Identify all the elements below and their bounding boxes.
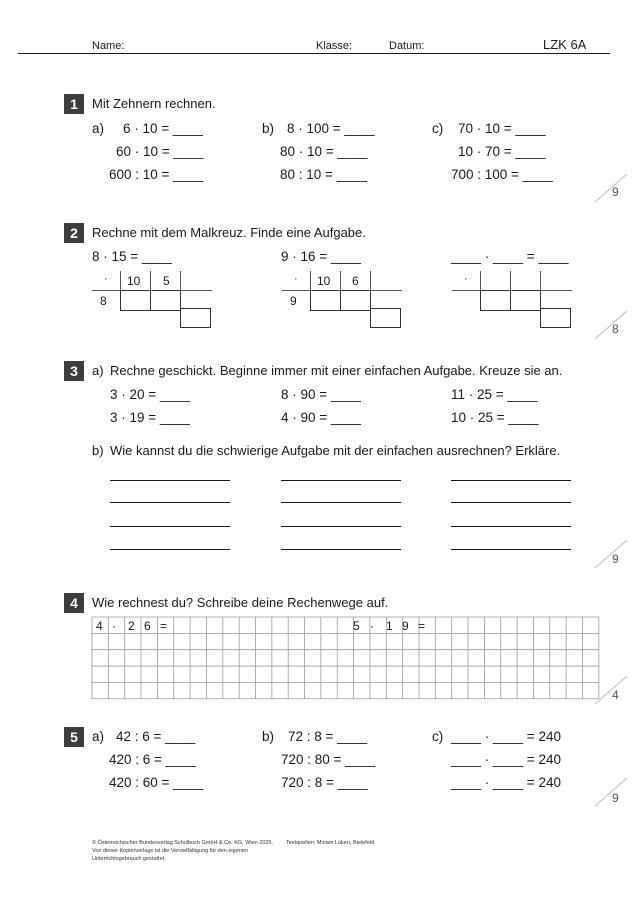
- task-1-a-3: 600 : 10 = ____: [109, 167, 204, 182]
- task-1-title: Mit Zehnern rechnen.: [92, 96, 216, 111]
- task-1-c-3: 700 : 100 = ____: [451, 167, 553, 182]
- class-label: Klasse:: [316, 40, 353, 52]
- grid-equals: =: [418, 619, 426, 633]
- footer-sources: Textquellen: Miriam Lüken, Bielefeld: [286, 840, 375, 846]
- grid-operator: ·: [112, 619, 116, 633]
- task-3-col-3-1: 11 · 25 = ____: [451, 387, 538, 402]
- grid-1-col-2: 5: [163, 274, 170, 288]
- task-4-points: 4: [612, 688, 619, 702]
- task-3-col-3-2: 10 · 25 = ____: [451, 410, 539, 425]
- footer-line-3: Unterrichtsgebrauch gestattet.: [92, 856, 166, 862]
- task-1-a-label: a): [92, 121, 105, 136]
- footer-line-2: Von dieser Kopiervorlage ist die Vervielfältigung für den eigenen: [92, 848, 248, 854]
- task-2-problem-1: 8 · 15 = ____: [92, 249, 172, 264]
- grid-digit: 5: [353, 619, 360, 633]
- task-1-points: 9: [612, 185, 619, 199]
- task-3-points: 9: [612, 552, 619, 566]
- task-5-a-3: 420 : 60 = ____: [109, 775, 204, 790]
- task-5-a-2: 420 : 6 = ____: [109, 752, 196, 767]
- task-5-number: 5: [64, 727, 84, 747]
- task-1-b-2: 80 · 10 = ____: [280, 144, 368, 159]
- grid-digit: 2: [128, 619, 135, 633]
- date-label: Datum:: [389, 40, 425, 52]
- task-4-number: 4: [64, 593, 84, 613]
- task-2-problem-3: ____ · ____ = ____: [451, 249, 569, 264]
- grid-3-operator: ·: [464, 273, 468, 285]
- task-5-b-1: 72 : 8 = ____: [288, 729, 368, 744]
- task-1-a-2: 60 · 10 = ____: [116, 144, 204, 159]
- grid-equals: =: [160, 619, 168, 633]
- worksheet-code: LZK 6A: [543, 37, 587, 52]
- task-1-b-1: 8 · 100 = ____: [287, 121, 375, 136]
- task-1-a-1: 6 · 10 = ____: [123, 121, 203, 136]
- grid-digit: 6: [144, 619, 151, 633]
- task-3-number: 3: [64, 361, 84, 381]
- name-label: Name:: [92, 40, 125, 52]
- grid-1-col-1: 10: [127, 274, 141, 288]
- task-3-b-label: b): [92, 443, 104, 458]
- task-3-col-2-1: 8 · 90 = ____: [281, 387, 361, 402]
- grid-operator: ·: [370, 619, 374, 633]
- grid-1-operator: ·: [104, 273, 108, 285]
- task-5-points: 9: [612, 791, 619, 805]
- task-5-a-label: a): [92, 729, 105, 744]
- task-2-title: Rechne mit dem Malkreuz. Finde eine Aufgabe.: [92, 225, 366, 240]
- task-2-number: 2: [64, 223, 84, 243]
- task-1-c-label: c): [432, 121, 444, 136]
- grid-digit: 1: [386, 619, 393, 633]
- task-3-col-1-1: 3 · 20 = ____: [110, 387, 190, 402]
- task-5-a-1: 42 : 6 = ____: [116, 729, 196, 744]
- task-5-c-label: c): [432, 729, 444, 744]
- grid-2-operator: ·: [294, 273, 298, 285]
- task-5-b-label: b): [262, 729, 275, 744]
- grid-2-col-2: 6: [352, 274, 359, 288]
- task-1-number: 1: [64, 94, 84, 114]
- grid-2-row: 9: [290, 294, 297, 308]
- grid-digit: 4: [96, 619, 103, 633]
- task-3-b-text: Wie kannst du die schwierige Aufgabe mit der einfachen ausrechnen? Erkläre.: [110, 443, 561, 458]
- task-5-b-2: 720 : 80 = ____: [281, 752, 376, 767]
- task-3-a-text: Rechne geschickt. Beginne immer mit einer einfachen Aufgabe. Kreuze sie an.: [110, 363, 563, 378]
- grid-1-row: 8: [100, 294, 107, 308]
- task-5-b-3: 720 : 8 = ____: [281, 775, 368, 790]
- footer-copyright: © Österreichischer Bundesverlag Schulbuch GmbH & Co. KG, Wien 2025.: [92, 840, 274, 846]
- task-3-col-2-2: 4 · 90 = ____: [281, 410, 361, 425]
- task-3-col-1-2: 3 · 19 = ____: [110, 410, 190, 425]
- task-3-a-label: a): [92, 363, 104, 378]
- task-1-b-label: b): [262, 121, 275, 136]
- grid-digit: 9: [402, 619, 409, 633]
- task-2-points: 8: [612, 322, 619, 336]
- task-2-problem-2: 9 · 16 = ____: [281, 249, 361, 264]
- task-1-c-2: 10 · 70 = ____: [458, 144, 546, 159]
- task-5-c-2: ____ · ____ = 240: [451, 752, 561, 767]
- task-1-b-3: 80 : 10 = ____: [280, 167, 367, 182]
- grid-2-col-1: 10: [317, 274, 331, 288]
- task-1-c-1: 70 · 10 = ____: [458, 121, 546, 136]
- task-4-title: Wie rechnest du? Schreibe deine Rechenwege auf.: [92, 595, 389, 610]
- task-5-c-3: ____ · ____ = 240: [451, 775, 561, 790]
- task-5-c-1: ____ · ____ = 240: [451, 729, 561, 744]
